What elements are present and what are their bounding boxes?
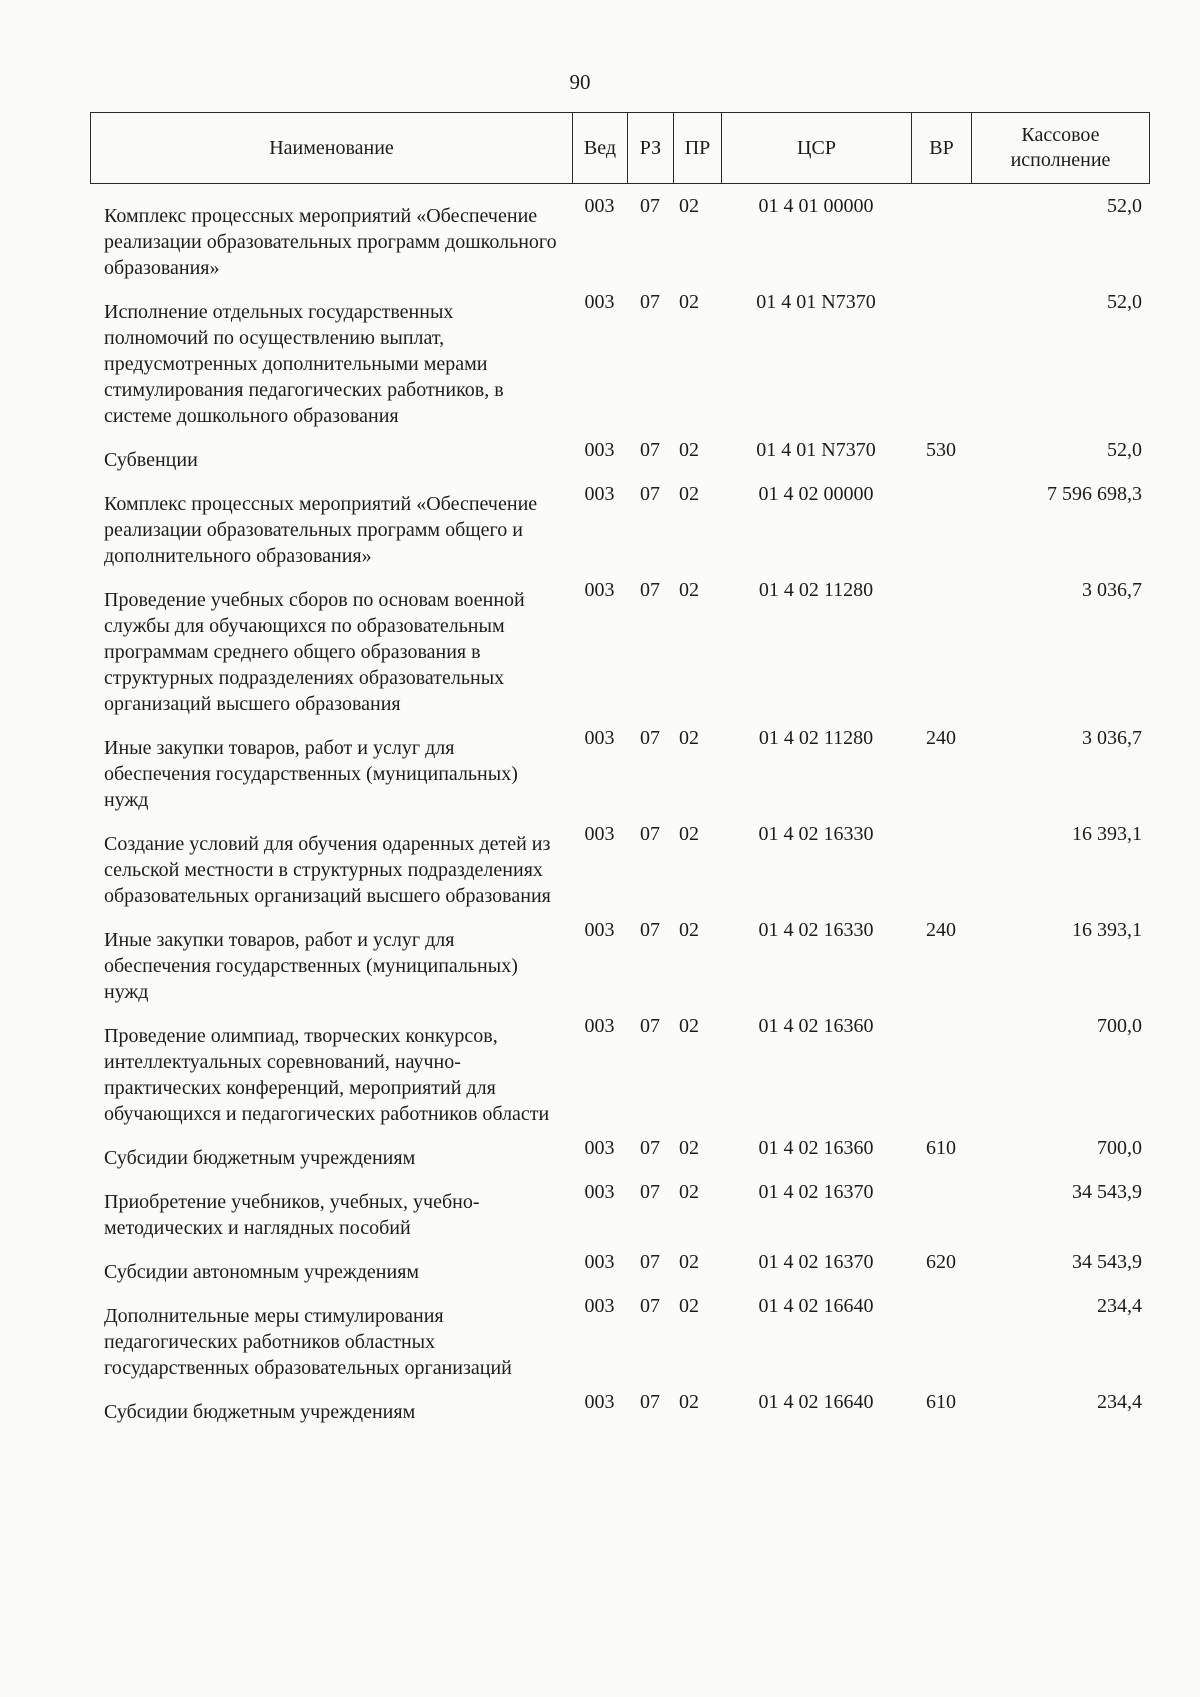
header-kassovoe-line1: Кассовое	[1021, 124, 1100, 146]
cell-kas: 3 036,7	[1082, 727, 1142, 749]
cell-vr	[911, 1013, 971, 1127]
cell-ved: 003	[584, 1181, 615, 1203]
cell-csr: 01 4 01 N7370	[756, 439, 876, 461]
cell-pr: 02	[679, 291, 699, 313]
header-vr: ВР	[912, 113, 972, 183]
cell-rz: 07	[640, 439, 660, 461]
cell-csr: 01 4 01 00000	[758, 195, 874, 217]
table-row	[90, 1293, 1150, 1381]
header-ved: Вед	[573, 113, 628, 183]
cell-rz: 07	[640, 1137, 660, 1159]
table-row	[90, 821, 1150, 909]
table-row	[90, 917, 1150, 1005]
cell-pr: 02	[679, 1251, 699, 1273]
cell-pr: 02	[679, 1295, 699, 1317]
cell-rz: 07	[640, 823, 660, 845]
cell-name: Субвенции	[104, 449, 198, 471]
header-name: Наименование	[91, 113, 573, 183]
cell-rz: 07	[640, 919, 660, 941]
cell-name: Иные закупки товаров, работ и услуг для обеспечения государственных (муниципальных) нужд	[104, 737, 518, 811]
header-kassovoe-line2: исполнение	[1010, 149, 1111, 171]
table-header	[90, 112, 1150, 184]
cell-ved: 003	[584, 195, 615, 217]
cell-rz: 07	[640, 1391, 660, 1413]
cell-vr	[911, 193, 971, 281]
cell-kas: 34 543,9	[1072, 1181, 1142, 1203]
cell-ved: 003	[584, 291, 615, 313]
table-row	[90, 437, 1150, 473]
cell-name: Субсидии бюджетным учреждениям	[104, 1147, 416, 1169]
cell-rz: 07	[640, 1181, 660, 1203]
table-row	[90, 1179, 1150, 1241]
cell-name: Создание условий для обучения одаренных детей из сельской местности в структурных подразделениях образовательных организаций высшего образования	[104, 833, 551, 907]
cell-name: Дополнительные меры стимулирования педагогических работников областных государственных образовательных организаций	[104, 1305, 512, 1379]
cell-ved: 003	[584, 1015, 615, 1037]
cell-vr: 240	[926, 727, 956, 749]
cell-kas: 52,0	[1107, 291, 1142, 313]
cell-kas: 700,0	[1097, 1015, 1142, 1037]
cell-rz: 07	[640, 1251, 660, 1273]
cell-name: Комплекс процессных мероприятий «Обеспечение реализации образовательных программ дошкольного образования»	[104, 205, 557, 279]
cell-rz: 07	[640, 195, 660, 217]
cell-ved: 003	[584, 1295, 615, 1317]
table-row	[90, 481, 1150, 569]
cell-kas: 52,0	[1107, 195, 1142, 217]
cell-name: Комплекс процессных мероприятий «Обеспечение реализации образовательных программ общего и дополнительного образования»	[104, 493, 538, 567]
cell-pr: 02	[679, 439, 699, 461]
cell-csr: 01 4 01 N7370	[756, 291, 876, 313]
cell-vr: 610	[926, 1391, 956, 1413]
cell-ved: 003	[584, 727, 615, 749]
cell-vr	[911, 821, 971, 909]
cell-pr: 02	[679, 823, 699, 845]
cell-ved: 003	[584, 919, 615, 941]
cell-kas: 34 543,9	[1072, 1251, 1142, 1273]
table-row	[90, 725, 1150, 813]
cell-vr: 530	[926, 439, 956, 461]
cell-name: Субсидии автономным учреждениям	[104, 1261, 420, 1283]
cell-name: Проведение олимпиад, творческих конкурсов, интеллектуальных соревнований, научно-практических конференций, мероприятий для обучающихся и педагогических работников области	[104, 1025, 550, 1125]
cell-pr: 02	[679, 1015, 699, 1037]
cell-kas: 234,4	[1097, 1391, 1142, 1413]
cell-kas: 234,4	[1097, 1295, 1142, 1317]
cell-csr: 01 4 02 16640	[758, 1295, 874, 1317]
cell-vr	[911, 1293, 971, 1381]
header-kassovoe	[972, 113, 1149, 183]
cell-ved: 003	[584, 1137, 615, 1159]
table-row	[90, 289, 1150, 429]
page-number: 90	[569, 70, 591, 94]
table-row	[90, 193, 1150, 281]
cell-csr: 01 4 02 16330	[758, 823, 874, 845]
cell-csr: 01 4 02 11280	[758, 579, 874, 601]
cell-rz: 07	[640, 579, 660, 601]
header-pr: ПР	[674, 113, 722, 183]
header-csr: ЦСР	[722, 113, 912, 183]
cell-ved: 003	[584, 439, 615, 461]
cell-rz: 07	[640, 1295, 660, 1317]
cell-name: Приобретение учебников, учебных, учебно-методических и наглядных пособий	[104, 1191, 480, 1239]
cell-pr: 02	[679, 1391, 699, 1413]
table-row	[90, 1389, 1150, 1425]
cell-vr: 610	[926, 1137, 956, 1159]
table-row	[90, 577, 1150, 717]
cell-csr: 01 4 02 16360	[758, 1137, 874, 1159]
cell-kas: 700,0	[1097, 1137, 1142, 1159]
cell-kas: 16 393,1	[1072, 919, 1142, 941]
cell-csr: 01 4 02 16640	[758, 1391, 874, 1413]
cell-csr: 01 4 02 11280	[758, 727, 874, 749]
cell-ved: 003	[584, 1251, 615, 1273]
cell-vr	[911, 481, 971, 569]
cell-rz: 07	[640, 1015, 660, 1037]
cell-pr: 02	[679, 195, 699, 217]
cell-kas: 7 596 698,3	[1047, 483, 1142, 505]
cell-ved: 003	[584, 1391, 615, 1413]
cell-rz: 07	[640, 291, 660, 313]
cell-name: Субсидии бюджетным учреждениям	[104, 1401, 416, 1423]
cell-pr: 02	[679, 727, 699, 749]
cell-csr: 01 4 02 16360	[758, 1015, 874, 1037]
cell-vr	[911, 1179, 971, 1241]
cell-pr: 02	[679, 1181, 699, 1203]
cell-csr: 01 4 02 16330	[758, 919, 874, 941]
cell-pr: 02	[679, 579, 699, 601]
table-row	[90, 1013, 1150, 1127]
cell-ved: 003	[584, 823, 615, 845]
cell-ved: 003	[584, 579, 615, 601]
cell-name: Иные закупки товаров, работ и услуг для обеспечения государственных (муниципальных) нужд	[104, 929, 518, 1003]
cell-name: Проведение учебных сборов по основам военной службы для обучающихся по образовательным программам среднего общего образования в структурных подразделениях образовательных организаций высшего образования	[104, 589, 525, 715]
cell-vr: 240	[926, 919, 956, 941]
table-row	[90, 1135, 1150, 1171]
cell-name: Исполнение отдельных государственных полномочий по осуществлению выплат, предусмотренных дополнительными мерами стимулирования педагогических работников, в системе дошкольного образования	[104, 301, 504, 427]
cell-pr: 02	[679, 483, 699, 505]
cell-csr: 01 4 02 16370	[758, 1181, 874, 1203]
cell-pr: 02	[679, 919, 699, 941]
cell-ved: 003	[584, 483, 615, 505]
cell-rz: 07	[640, 483, 660, 505]
cell-vr	[911, 289, 971, 429]
cell-vr: 620	[926, 1251, 956, 1273]
cell-pr: 02	[679, 1137, 699, 1159]
cell-csr: 01 4 02 00000	[758, 483, 874, 505]
header-rz: РЗ	[628, 113, 674, 183]
table-body	[90, 193, 1150, 1433]
cell-kas: 3 036,7	[1082, 579, 1142, 601]
cell-csr: 01 4 02 16370	[758, 1251, 874, 1273]
table-row	[90, 1249, 1150, 1285]
cell-kas: 52,0	[1107, 439, 1142, 461]
cell-rz: 07	[640, 727, 660, 749]
cell-vr	[911, 577, 971, 717]
cell-kas: 16 393,1	[1072, 823, 1142, 845]
